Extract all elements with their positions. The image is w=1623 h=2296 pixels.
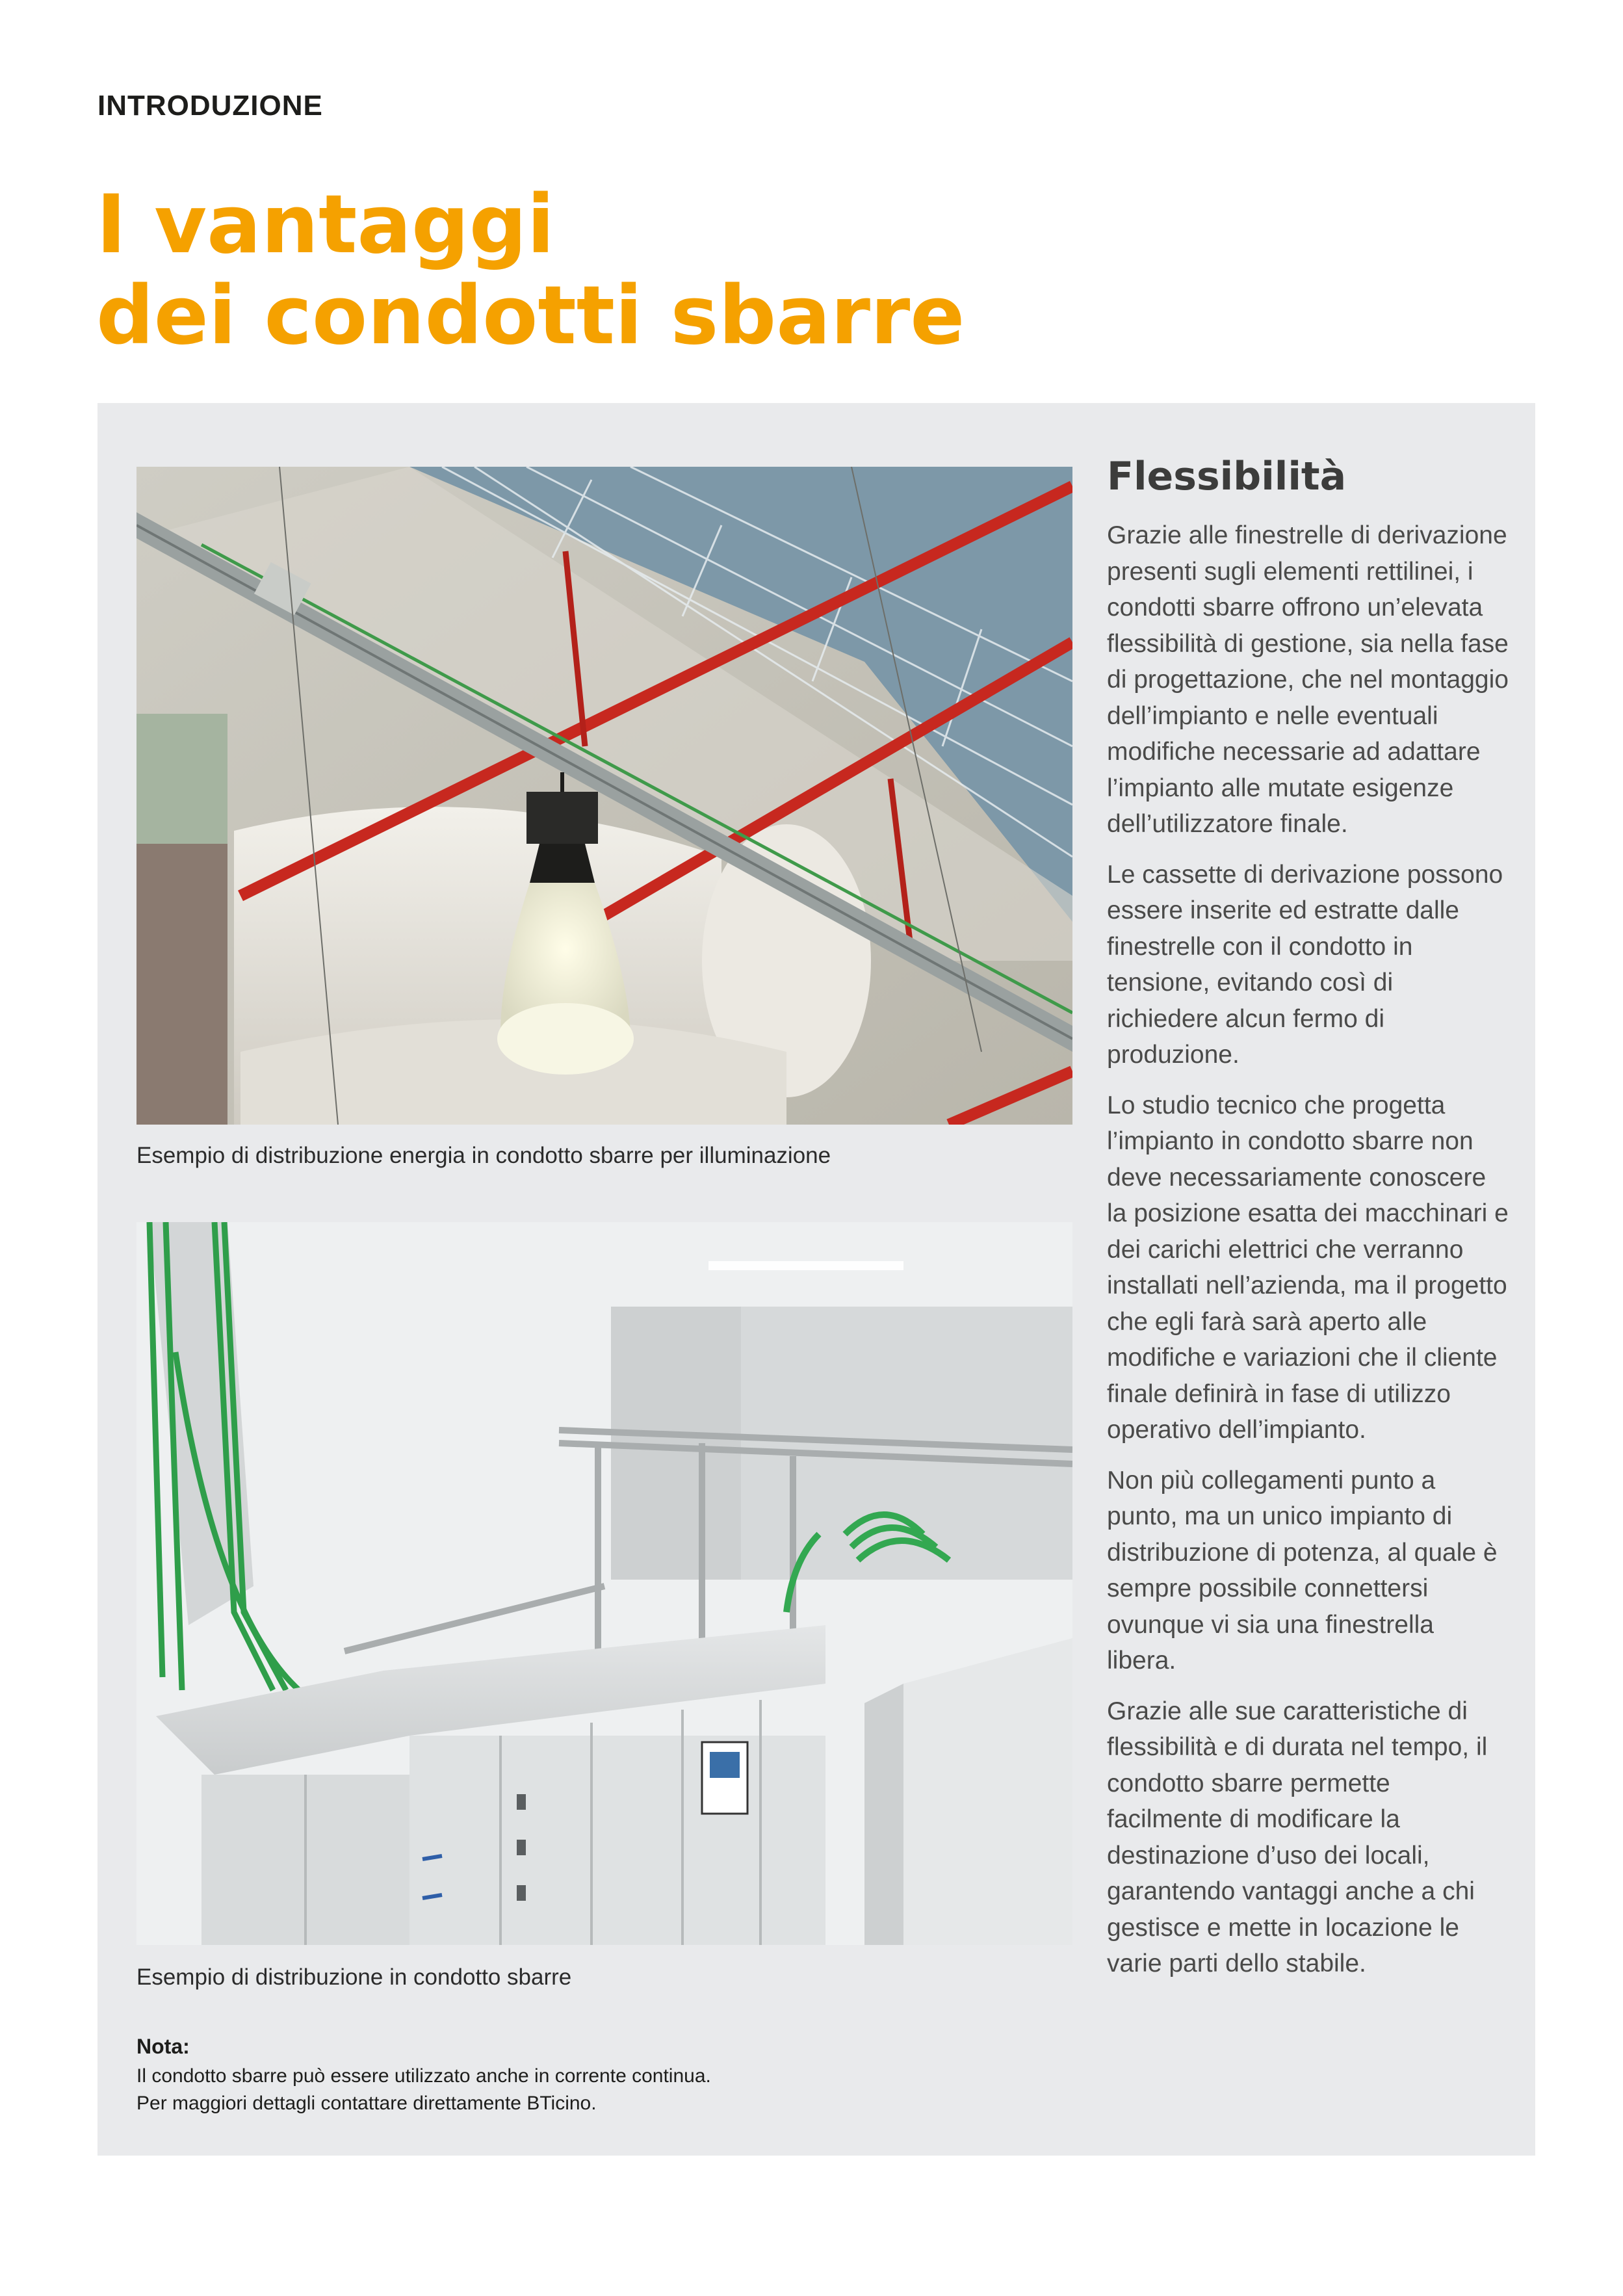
flexibility-paragraph: Non più collegamenti punto a punto, ma un unico impianto di distribuzione di potenza, al quale è sempre possibile connettersi ovunque vi sia una finestrella libera.: [1107, 1466, 1498, 1675]
page-title-line-1: I vantaggi: [96, 178, 555, 272]
flexibility-title: Flessibilità: [1107, 454, 1347, 499]
note-line-1: Il condotto sbarre può essere utilizzato anche in corrente continua.: [136, 2065, 711, 2087]
switchgear-busbar-photo: [136, 1222, 1072, 1945]
content-panel: [97, 403, 1535, 2156]
flexibility-paragraph: Grazie alle sue caratteristiche di flessibilità e di durata nel tempo, il condotto sbarre permette facilmente di modificare la destinazione d’uso dei locali, garantendo vantaggi anche a chi gestisce e mette in locazione le varie parti dello stabile.: [1107, 1697, 1488, 1977]
page-title: [96, 179, 965, 361]
section-label: INTRODUZIONE: [97, 90, 323, 122]
figure-caption-1: Esempio di distribuzione energia in condotto sbarre per illuminazione: [136, 1143, 831, 1168]
flexibility-paragraph: Lo studio tecnico che progetta l’impianto in condotto sbarre non deve necessariamente conoscere la posizione esatta dei macchinari e dei carichi elettrici che verranno installati nell’azienda, ma il progetto che egli farà sarà aperto alle modifiche e variazioni che il cliente finale definirà in fase di utilizzo operativo dell’impianto.: [1107, 1091, 1509, 1444]
flexibility-paragraph: Le cassette di derivazione possono essere inserite ed estratte dalle finestrelle con il condotto in tensione, evitando così di richiedere alcun fermo di produzione.: [1107, 860, 1503, 1069]
note-title: Nota:: [136, 2035, 190, 2058]
note-line-2: Per maggiori dettagli contattare direttamente BTicino.: [136, 2093, 597, 2114]
flexibility-paragraph: Grazie alle finestrelle di derivazione presenti sugli elementi rettilinei, i condotti sbarre offrono un’elevata flessibilità di gestione, sia nella fase di progettazione, che nel montaggio dell’impianto e nelle eventuali modifiche necessarie ad adattare l’impianto alle mutate esigenze dell’utilizzatore finale.: [1107, 521, 1509, 838]
lighting-busbar-photo: [136, 467, 1072, 1125]
note-box: [136, 2035, 1085, 2117]
flexibility-section: [1107, 454, 1510, 1996]
page-title-line-2: dei condotti sbarre: [96, 269, 965, 363]
figure-caption-2: Esempio di distribuzione in condotto sbarre: [136, 1964, 572, 1990]
